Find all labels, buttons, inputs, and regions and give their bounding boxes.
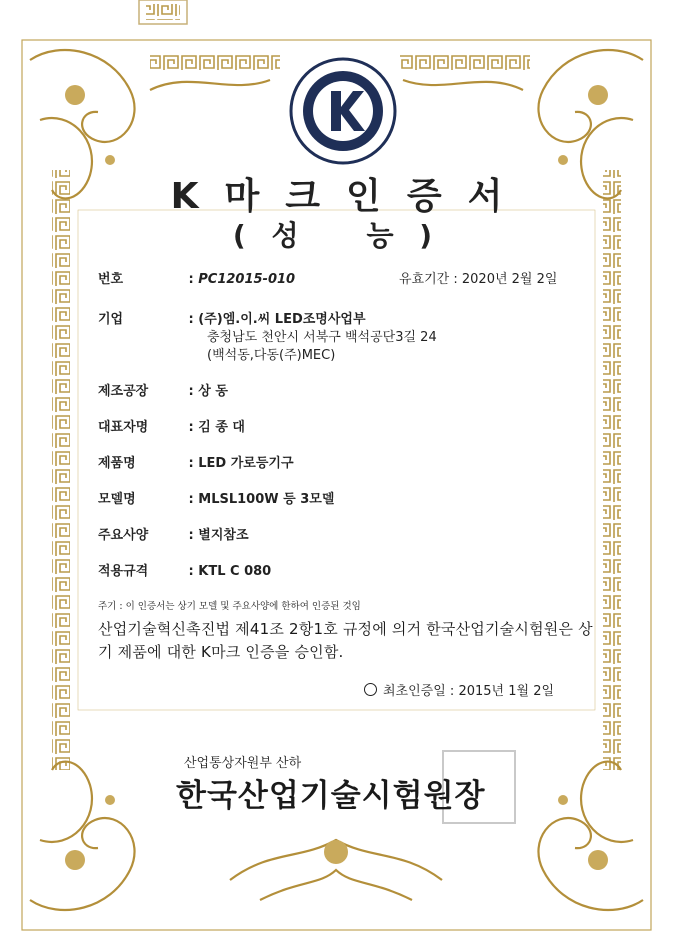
first-certification-date: 최초인증일 : 2015년 1월 2일 (364, 680, 554, 699)
issuer-name: 한국산업기술시험원장 (176, 778, 486, 814)
field-model-label: 모델명 (98, 492, 136, 507)
field-standard: 적용규격 : KTL C 080 (98, 560, 271, 579)
circle-icon (364, 683, 377, 696)
field-company: 기업 : (주)엠.이.씨 LED조명사업부 (98, 308, 366, 327)
page-subtitle: ( 성 능 ) (232, 219, 441, 252)
field-representative: 대표자명 : 김 종 대 (98, 416, 245, 435)
field-number: 번호 : PC12015-010 (98, 268, 295, 287)
footnote: 주기 : 이 인증서는 상기 모델 및 주요사양에 한하여 인증된 것임 (98, 601, 361, 612)
field-company-value: (주)엠.이.씨 LED조명사업부 (198, 312, 366, 327)
field-representative-value: 김 종 대 (198, 420, 245, 435)
page-title: K마크인증서 (170, 176, 529, 217)
field-standard-label: 적용규격 (98, 564, 149, 579)
company-address-line2: (백석동,다동(주)MEC) (207, 348, 336, 363)
first-cert-label: 최초인증일 (383, 684, 446, 699)
top-binding-tab (138, 0, 188, 26)
company-address-line1: 충청남도 천안시 서북구 백석공단3길 24 (207, 330, 437, 345)
field-product-label: 제품명 (98, 456, 136, 471)
field-product-value: LED 가로등기구 (198, 456, 294, 471)
field-number-label: 번호 (98, 272, 124, 287)
field-specs-value: 별지참조 (198, 528, 249, 543)
ktl-emblem (289, 57, 397, 165)
field-model: 모델명 : MLSL100W 등 3모델 (98, 488, 334, 507)
ministry-line: 산업통상자원부 산하 (184, 756, 302, 771)
field-representative-label: 대표자명 (98, 420, 149, 435)
field-model-value: MLSL100W 등 3모델 (198, 492, 335, 507)
field-factory-value: 상 동 (198, 384, 228, 399)
certification-statement: 산업기술혁신촉진법 제41조 2항1호 규정에 의거 한국산업기술시험원은 상기 제품에 대한 K마크 인증을 승인함. (98, 620, 593, 661)
validity: 유효기간 : 2020년 2월 2일 (399, 272, 558, 287)
field-specs-label: 주요사양 (98, 528, 149, 543)
field-product: 제품명 : LED 가로등기구 (98, 452, 294, 471)
field-specs: 주요사양 : 별지참조 (98, 524, 249, 543)
field-standard-value: KTL C 080 (198, 564, 272, 579)
validity-label: 유효기간 (399, 272, 450, 287)
field-company-label: 기업 (98, 312, 124, 327)
field-factory: 제조공장 : 상 동 (98, 380, 228, 399)
field-number-value: PC12015-010 (198, 272, 296, 287)
field-factory-label: 제조공장 (98, 384, 149, 399)
first-cert-value: 2015년 1월 2일 (458, 684, 555, 699)
validity-value: 2020년 2월 2일 (461, 272, 558, 287)
